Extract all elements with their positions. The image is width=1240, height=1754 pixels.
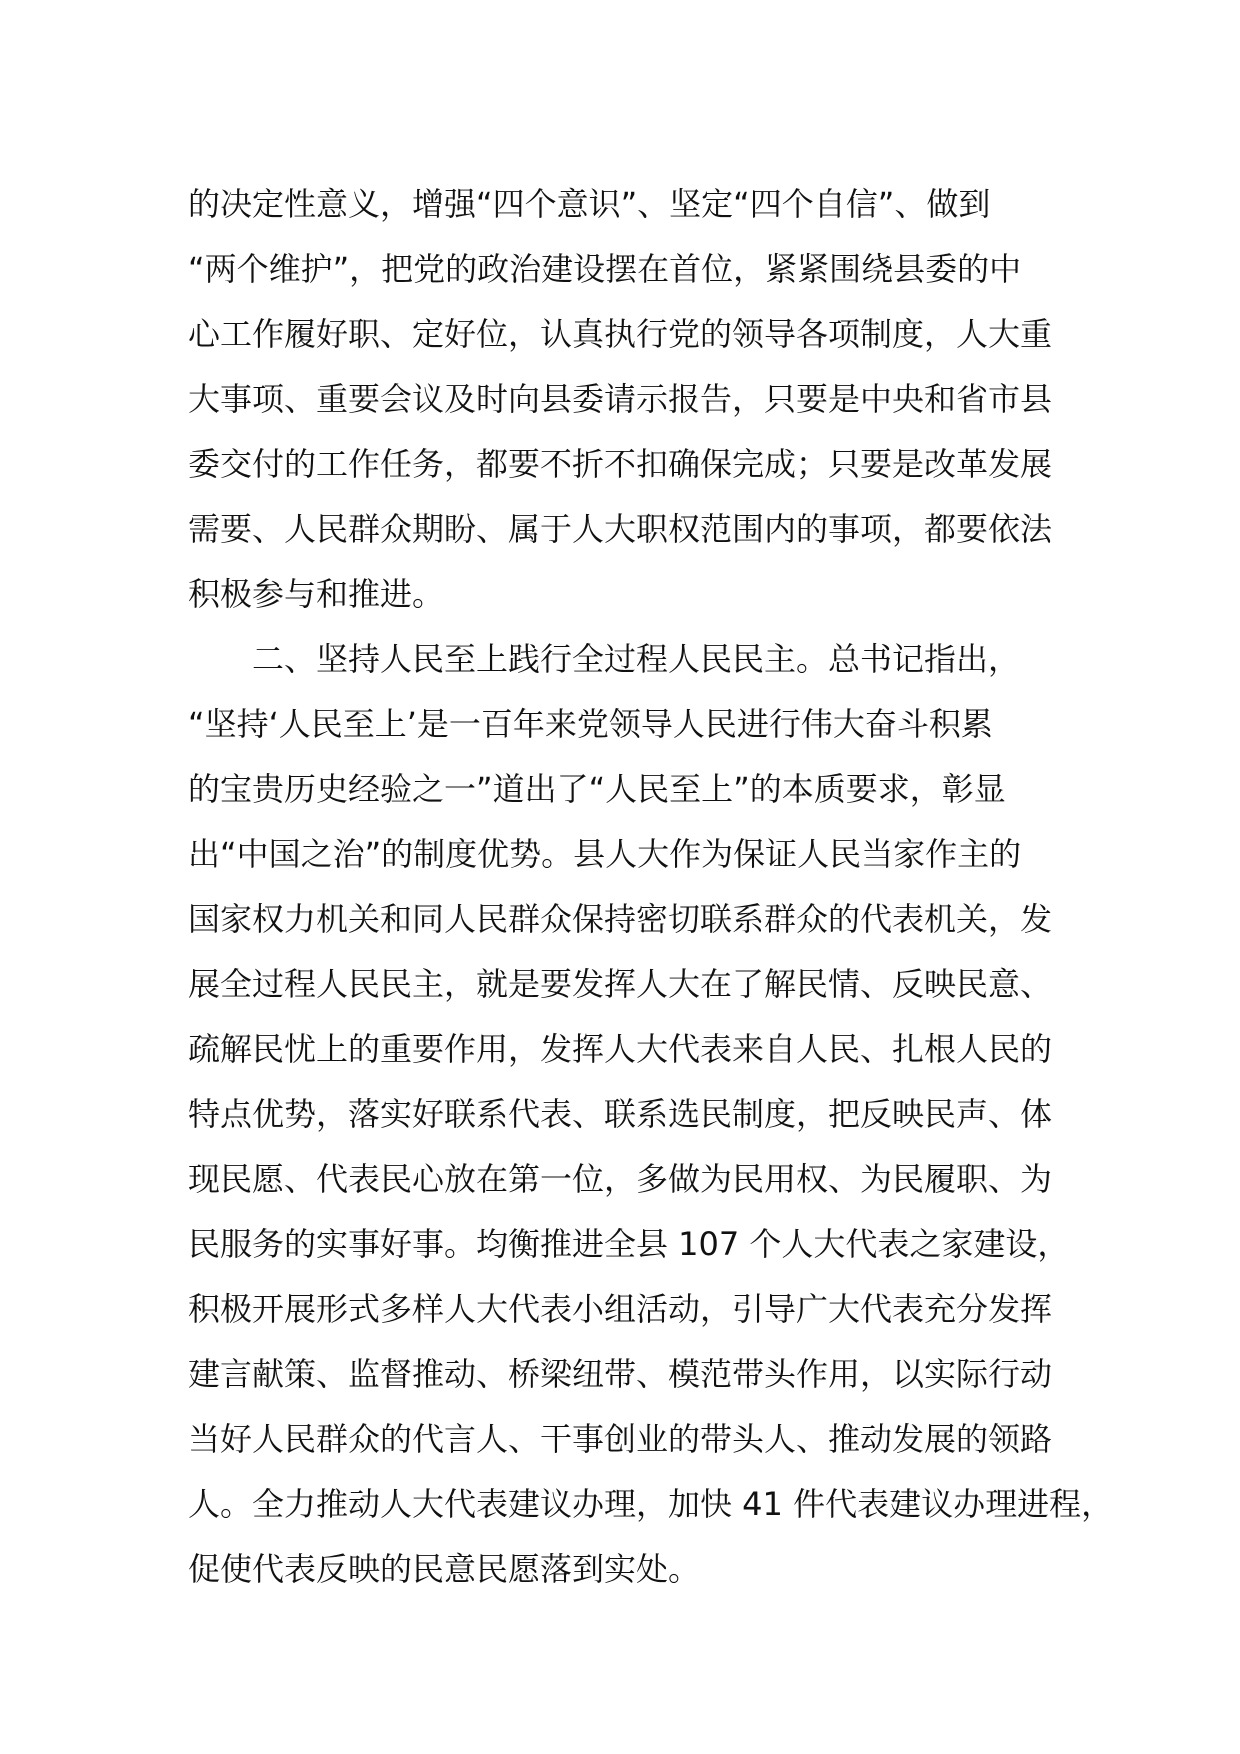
text-line: 的决定性意义，增强“四个意识”、坚定“四个自信”、做到 <box>188 185 991 223</box>
text-line: 国家权力机关和同人民群众保持密切联系群众的代表机关，发 <box>188 900 1053 938</box>
text-line: 委交付的工作任务，都要不折不扣确保完成；只要是改革发展 <box>188 445 1053 483</box>
paragraph-continued <box>188 172 1068 627</box>
text-line: 积极参与和推进。 <box>188 575 445 613</box>
text-line: 疏解民忧上的重要作用，发挥人大代表来自人民、扎根人民的 <box>188 1030 1053 1068</box>
text-line: 心工作履好职、定好位，认真执行党的领导各项制度，人大重 <box>188 315 1053 353</box>
text-line: 现民愿、代表民心放在第一位，多做为民用权、为民履职、为 <box>188 1160 1053 1198</box>
text-line: 人。全力推动人大代表建议办理，加快 41 件代表建议办理进程， <box>188 1485 1114 1523</box>
document-body <box>188 172 1114 1602</box>
text-line: 积极开展形式多样人大代表小组活动，引导广大代表充分发挥 <box>188 1290 1053 1328</box>
text-line: 出“中国之治”的制度优势。县人大作为保证人民当家作主的 <box>188 835 1022 873</box>
text-line: 当好人民群众的代言人、干事创业的带头人、推动发展的领路 <box>188 1420 1053 1458</box>
text-line: “坚持‘人民至上’是一百年来党领导人民进行伟大奋斗积累 <box>188 705 993 743</box>
text-line: 大事项、重要会议及时向县委请示报告，只要是中央和省市县 <box>188 380 1053 418</box>
text-line: 需要、人民群众期盼、属于人大职权范围内的事项，都要依法 <box>188 510 1053 548</box>
paragraph-two <box>188 627 1114 1602</box>
text-line: 的宝贵历史经验之一”道出了“人民至上”的本质要求，彰显 <box>188 770 1006 808</box>
text-line: 民服务的实事好事。均衡推进全县 107 个人大代表之家建设， <box>188 1225 1070 1263</box>
text-line: “两个维护”，把党的政治建设摆在首位，紧紧围绕县委的中 <box>188 250 1022 288</box>
text-line: 特点优势，落实好联系代表、联系选民制度，把反映民声、体 <box>188 1095 1053 1133</box>
text-line: 建言献策、监督推动、桥梁纽带、模范带头作用，以实际行动 <box>188 1355 1053 1393</box>
text-line: 展全过程人民民主，就是要发挥人大在了解民情、反映民意、 <box>188 965 1053 1003</box>
text-line: 促使代表反映的民意民愿落到实处。 <box>188 1550 701 1588</box>
paragraph-heading-line: 二、坚持人民至上践行全过程人民民主。总书记指出， <box>252 640 1021 678</box>
